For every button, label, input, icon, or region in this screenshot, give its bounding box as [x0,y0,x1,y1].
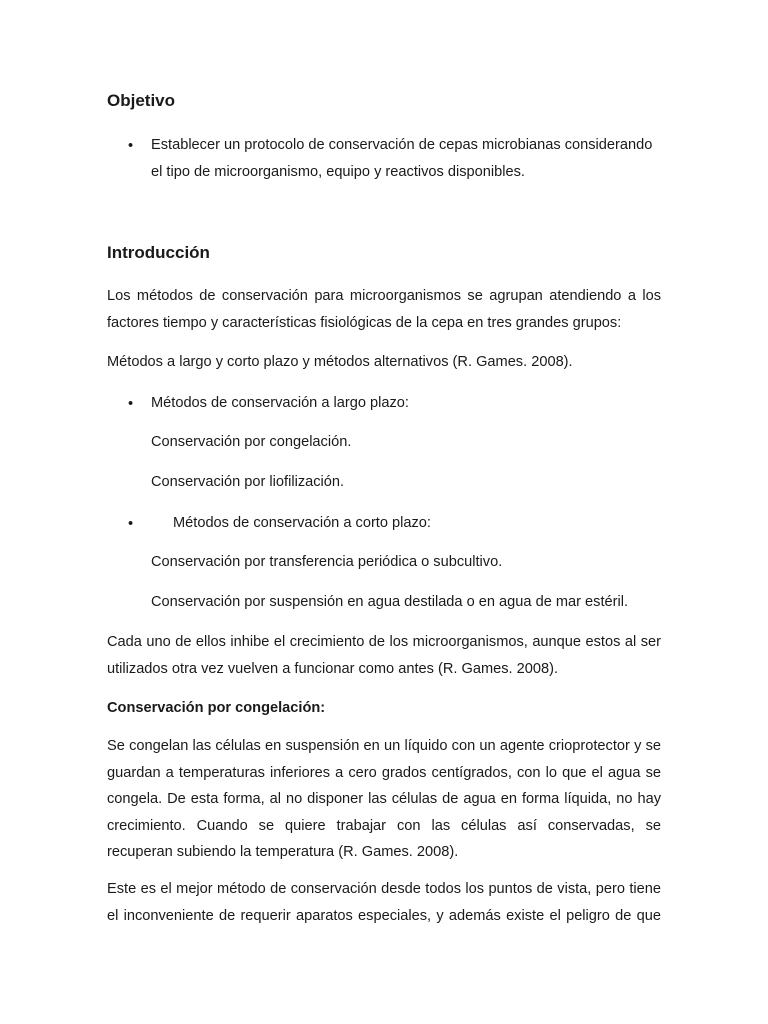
short-term-item-2: Conservación por suspensión en agua destilada o en agua de mar estéril. [151,594,629,610]
intro-paragraph-1: Los métodos de conservación para microorganismos se agrupan atendiendo a los factores tiempo y características fisiológicas de la cepa en tres grandes grupos: [107,288,661,331]
objective-heading: Objetivo [107,91,176,110]
introduction-heading: Introducción [107,243,210,262]
long-term-item-2: Conservación por liofilización. [151,474,345,490]
short-term-bullet-icon: • [128,516,134,532]
long-term-label: Métodos de conservación a largo plazo: [151,395,409,411]
freezing-heading: Conservación por congelación: [107,700,326,716]
objective-bullet-icon: • [128,138,134,154]
short-term-item-1: Conservación por transferencia periódica o subcultivo. [151,554,503,570]
short-term-label: Métodos de conservación a corto plazo: [173,515,431,531]
freezing-paragraph-1: Se congelan las células en suspensión en un líquido con un agente crioprotector y se guardan a temperaturas inferiores a cero grados centígrados, con lo que el agua se congela. De esta forma, al no disponer las células de agua en forma líquida, no hay crecimiento. Cuando se quiere trabajar con las células así conservadas, se recuperan subiendo la temperatura (R. Games. 2008). [107,738,661,861]
intro-paragraph-3: Cada uno de ellos inhibe el crecimiento de los microorganismos, aunque estos al ser utilizados otra vez vuelven a funcionar como antes (R. Games. 2008). [107,634,661,677]
intro-paragraph-2: Métodos a largo y corto plazo y métodos alternativos (R. Games. 2008). [107,354,573,370]
long-term-bullet-icon: • [128,396,134,412]
long-term-item-1: Conservación por congelación. [151,434,352,450]
freezing-paragraph-2: Este es el mejor método de conservación desde todos los puntos de vista, pero tiene el inconveniente de requerir aparatos especiales, y además existe el peligro de que [107,881,661,924]
objective-bullet-text: Establecer un protocolo de conservación de cepas microbianas considerando el tipo de microorganismo, equipo y reactivos disponibles. [151,137,653,180]
